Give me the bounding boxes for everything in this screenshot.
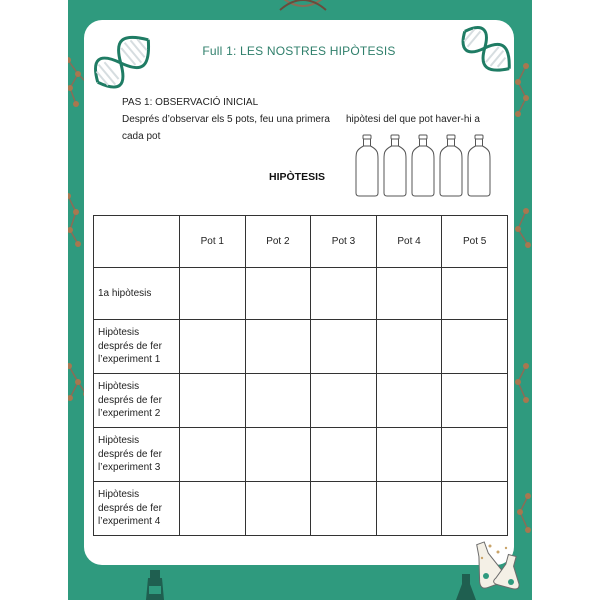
page-title: Full 1: LES NOSTRES HIPÒTESIS [202,44,396,58]
header-cell-pot-5: Pot 5 [442,216,508,268]
section-heading: HIPÒTESIS [269,171,326,183]
answer-cell[interactable] [442,428,508,482]
table-row [94,482,508,536]
answer-cell[interactable] [376,374,442,428]
table-row [94,428,508,482]
answer-cell[interactable] [180,428,246,482]
answer-cell[interactable] [245,428,311,482]
answer-cell[interactable] [311,428,377,482]
hypothesis-table [93,215,508,536]
answer-cell[interactable] [442,482,508,536]
bottle-icon [384,135,406,196]
answer-cell[interactable] [180,268,246,320]
table-row [94,374,508,428]
answer-cell[interactable] [442,268,508,320]
row-label: Hipòtesis després de fer l’experiment 2 [94,374,180,428]
answer-cell[interactable] [245,374,311,428]
answer-cell[interactable] [180,482,246,536]
instruction-text-2: hipòtesi del que pot haver-hi a [346,114,480,125]
bottle-icon [412,135,434,196]
answer-cell[interactable] [376,482,442,536]
molecule-icon [512,490,532,540]
table-row [94,320,508,374]
answer-cell[interactable] [311,268,377,320]
bottle-icon [440,135,462,196]
answer-cell[interactable] [311,374,377,428]
dna-helix-icon [278,0,328,16]
row-label: 1a hipòtesis [94,268,180,320]
row-label: Hipòtesis després de fer l’experiment 4 [94,482,180,536]
dna-helix-icon [86,24,160,98]
row-label: Hipòtesis després de fer l’experiment 3 [94,428,180,482]
instruction-text-1: Després d’observar els 5 pots, feu una primera [122,114,330,125]
header-cell-pot-4: Pot 4 [376,216,442,268]
header-cell [94,216,180,268]
flask-icon [470,538,530,590]
bottle-icon [468,135,490,196]
answer-cell[interactable] [245,482,311,536]
answer-cell[interactable] [180,320,246,374]
answer-cell[interactable] [442,320,508,374]
header-cell-pot-3: Pot 3 [311,216,377,268]
answer-cell[interactable] [245,320,311,374]
header-cell-pot-2: Pot 2 [245,216,311,268]
answer-cell[interactable] [376,320,442,374]
bottle-icon [140,568,170,600]
answer-cell[interactable] [442,374,508,428]
header-cell-pot-1: Pot 1 [180,216,246,268]
table-header-row [94,216,508,268]
instruction-text-3: cada pot [122,131,161,142]
answer-cell[interactable] [180,374,246,428]
step-label: PAS 1: OBSERVACIÓ INICIAL [122,97,259,108]
row-label: Hipòtesis després de fer l’experiment 1 [94,320,180,374]
answer-cell[interactable] [311,320,377,374]
bottles-illustration [354,133,494,199]
answer-cell[interactable] [376,428,442,482]
bottle-icon [356,135,378,196]
answer-cell[interactable] [245,268,311,320]
worksheet-card [84,20,514,565]
answer-cell[interactable] [311,482,377,536]
answer-cell[interactable] [376,268,442,320]
table-row [94,268,508,320]
